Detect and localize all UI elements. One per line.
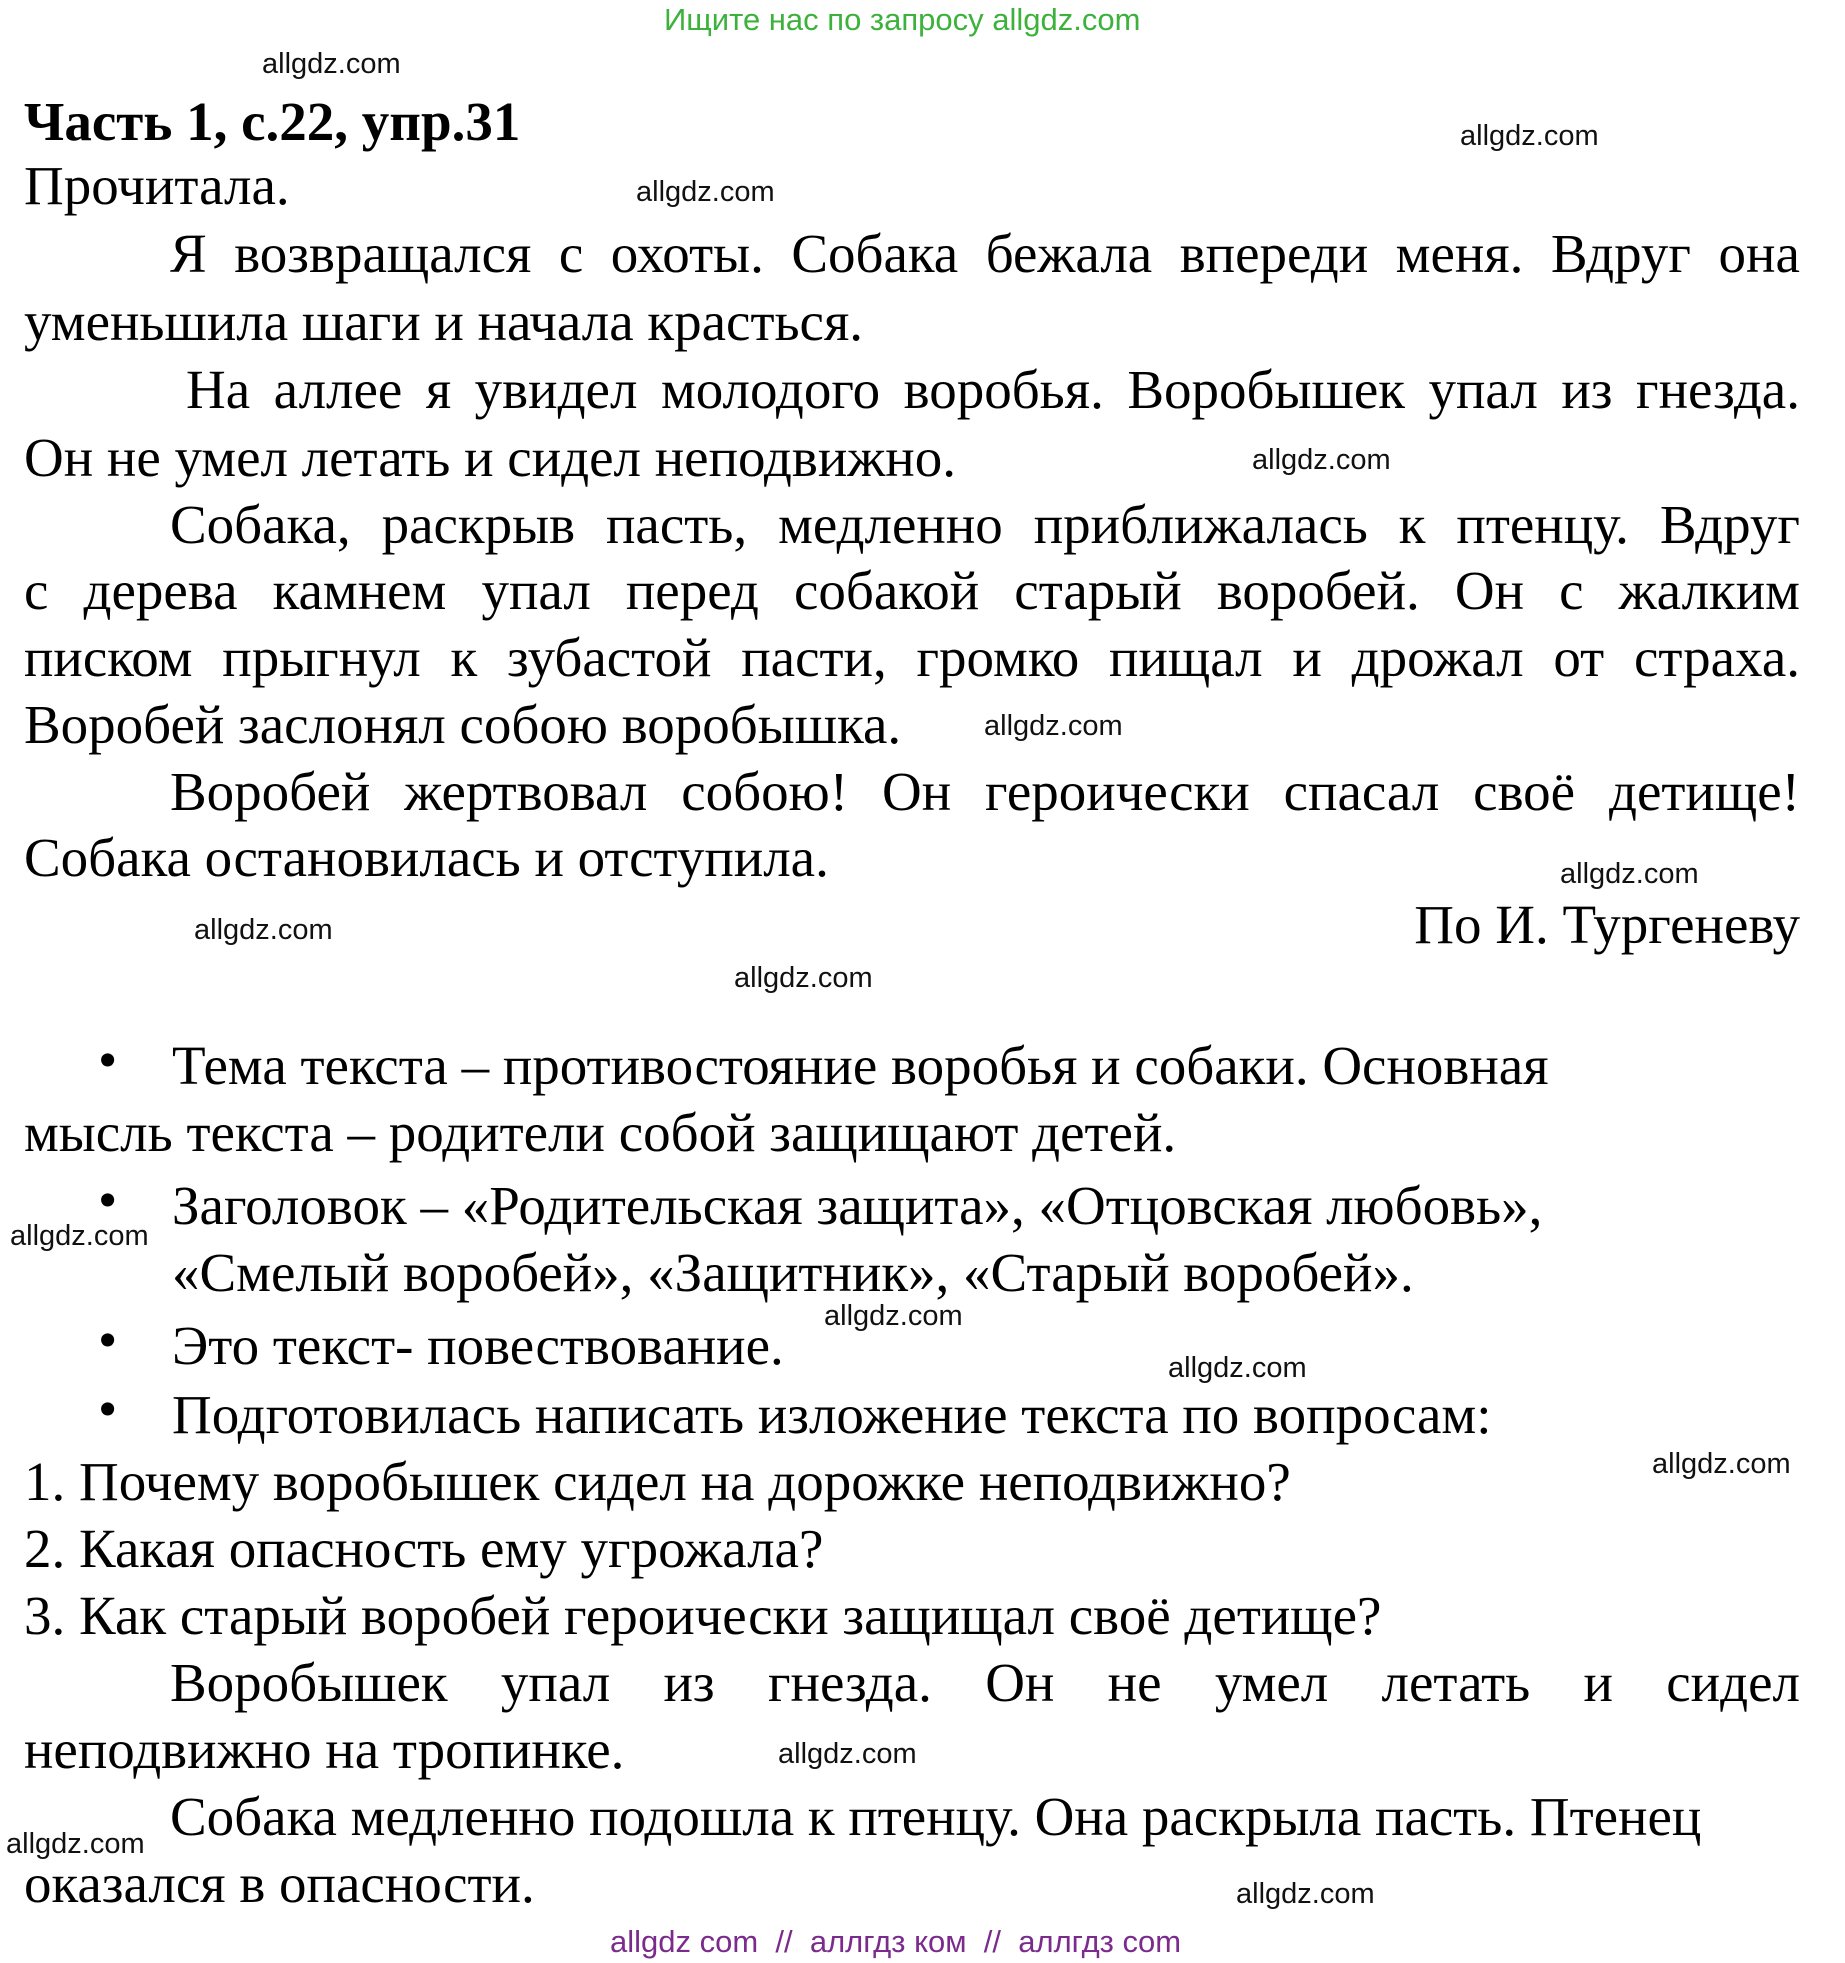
word: детище! — [1608, 761, 1800, 822]
word: старый — [1014, 560, 1182, 621]
word: от — [1553, 627, 1605, 688]
word: упал — [500, 1652, 611, 1713]
word: Он — [985, 1652, 1055, 1713]
bullet-icon: • — [98, 1309, 118, 1370]
word: гнезда. — [1636, 359, 1800, 420]
bullet-2-line-2: «Смелый воробей», «Защитник», «Старый воробей». — [172, 1242, 1414, 1303]
paragraph-1-line-2: уменьшила шаги и начала красться. — [24, 291, 864, 352]
word: дрожал — [1351, 627, 1524, 688]
watermark: allgdz.com — [1252, 444, 1391, 476]
word: Воробышек — [1127, 359, 1405, 420]
word: Вдруг — [1659, 494, 1800, 555]
word: Собака, — [170, 494, 351, 555]
watermark: allgdz.com — [1236, 1878, 1375, 1910]
paragraph-2-line-2: Он не умел летать и сидел неподвижно. — [24, 427, 956, 488]
word: воробей. — [1216, 560, 1420, 621]
paragraph-4-line-2: Собака остановилась и отступила. — [24, 827, 829, 888]
bullet-1-line-1: Тема текста – противостояние воробья и собаки. Основная — [172, 1035, 1549, 1096]
word: упал — [1428, 359, 1538, 420]
word: медленно — [778, 494, 1003, 555]
watermark: allgdz.com — [636, 176, 775, 208]
word: страха. — [1634, 627, 1800, 688]
paragraph-3-line-3 — [24, 627, 1800, 688]
word: собакой — [794, 560, 980, 621]
paragraph-4-line-1 — [170, 761, 1800, 822]
word: громко — [916, 627, 1080, 688]
word: и — [1292, 627, 1322, 688]
word: она — [1718, 223, 1800, 284]
paragraph-3-line-4: Воробей заслонял собою воробышка. — [24, 694, 902, 755]
word: своё — [1473, 761, 1576, 822]
word: пищал — [1109, 627, 1263, 688]
watermark: allgdz.com — [984, 710, 1123, 742]
word: птенцу. — [1456, 494, 1629, 555]
word: из — [663, 1652, 715, 1713]
word: Воробышек — [170, 1652, 448, 1713]
word: пасти, — [741, 627, 887, 688]
word: перед — [625, 560, 759, 621]
word: приближалась — [1033, 494, 1368, 555]
bullet-icon: • — [98, 1029, 118, 1090]
word: и — [1583, 1652, 1613, 1713]
word: летать — [1381, 1652, 1531, 1713]
watermark: allgdz.com — [6, 1828, 145, 1860]
watermark: allgdz.com — [1460, 120, 1599, 152]
word: упал — [481, 560, 591, 621]
word: На — [186, 359, 251, 420]
word: спасал — [1283, 761, 1440, 822]
word: с — [558, 223, 584, 284]
word: не — [1107, 1652, 1162, 1713]
watermark: allgdz.com — [10, 1220, 149, 1252]
word: Он — [881, 761, 952, 822]
word: молодого — [660, 359, 881, 420]
word: из — [1561, 359, 1613, 420]
word: жалким — [1618, 560, 1800, 621]
paragraph-3-line-1 — [170, 494, 1800, 555]
word: камнем — [272, 560, 447, 621]
watermark: allgdz.com — [778, 1738, 917, 1770]
word: дерева — [83, 560, 238, 621]
bullet-icon: • — [98, 1378, 118, 1439]
word: с — [24, 560, 49, 621]
bullet-4-line-1: Подготовилась написать изложение текста по вопросам: — [172, 1384, 1492, 1445]
word: к — [450, 627, 478, 688]
word: героически — [985, 761, 1250, 822]
footer-links: allgdz com // аллгдз ком // аллгдз com — [610, 1924, 1182, 1959]
retelling-2-line-1: Собака медленно подошла к птенцу. Она раскрыла пасть. Птенец — [170, 1786, 1702, 1847]
word: охоты. — [610, 223, 764, 284]
watermark: allgdz.com — [262, 48, 401, 80]
word: бежала — [985, 223, 1153, 284]
word: умел — [1214, 1652, 1329, 1713]
watermark: allgdz.com — [1652, 1448, 1791, 1480]
word: Воробей — [170, 761, 371, 822]
bullet-3-line-1: Это текст- повествование. — [172, 1315, 784, 1376]
question-1: 1. Почему воробышек сидел на дорожке неподвижно? — [24, 1451, 1291, 1512]
word: я — [425, 359, 452, 420]
word: Вдруг — [1550, 223, 1691, 284]
question-3: 3. Как старый воробей героически защищал своё детище? — [24, 1585, 1382, 1646]
word: писком — [24, 627, 193, 688]
paragraph-2-line-1 — [186, 359, 1800, 420]
word: жертвовал — [404, 761, 648, 822]
author-credit: По И. Тургеневу — [1414, 894, 1800, 955]
word: собою! — [681, 761, 849, 822]
search-note: Ищите нас по запросу allgdz.com — [664, 2, 1141, 37]
word: аллее — [273, 359, 403, 420]
word: пасть, — [605, 494, 748, 555]
word: воробья. — [903, 359, 1104, 420]
bullet-icon: • — [98, 1169, 118, 1230]
retelling-1-line-2: неподвижно на тропинке. — [24, 1719, 625, 1780]
word: зубастой — [507, 627, 712, 688]
watermark: allgdz.com — [1560, 858, 1699, 890]
word: увидел — [474, 359, 638, 420]
bullet-2-line-1: Заголовок – «Родительская защита», «Отцовская любовь», — [172, 1175, 1543, 1236]
watermark: allgdz.com — [824, 1300, 963, 1332]
word: возвращался — [234, 223, 532, 284]
paragraph-3-line-2 — [24, 560, 1800, 621]
word: впереди — [1179, 223, 1369, 284]
word: Собака — [791, 223, 959, 284]
retelling-1-line-1 — [170, 1652, 1800, 1713]
word: раскрыв — [381, 494, 576, 555]
watermark: allgdz.com — [194, 914, 333, 946]
paragraph-1-line-1 — [170, 223, 1800, 284]
watermark: allgdz.com — [734, 962, 873, 994]
word: с — [1559, 560, 1584, 621]
question-2: 2. Какая опасность ему угрожала? — [24, 1518, 824, 1579]
word: меня. — [1395, 223, 1524, 284]
word: Он — [1454, 560, 1525, 621]
retelling-2-line-2: оказался в опасности. — [24, 1853, 535, 1914]
word: гнезда. — [767, 1652, 932, 1713]
intro-text: Прочитала. — [24, 155, 290, 216]
page-title: Часть 1, с.22, упр.31 — [24, 91, 521, 152]
word: Я — [170, 223, 207, 284]
word: прыгнул — [222, 627, 421, 688]
watermark: allgdz.com — [1168, 1352, 1307, 1384]
word: сидел — [1666, 1652, 1800, 1713]
word: к — [1398, 494, 1426, 555]
bullet-1-line-2: мысль текста – родители собой защищают детей. — [24, 1102, 1177, 1163]
